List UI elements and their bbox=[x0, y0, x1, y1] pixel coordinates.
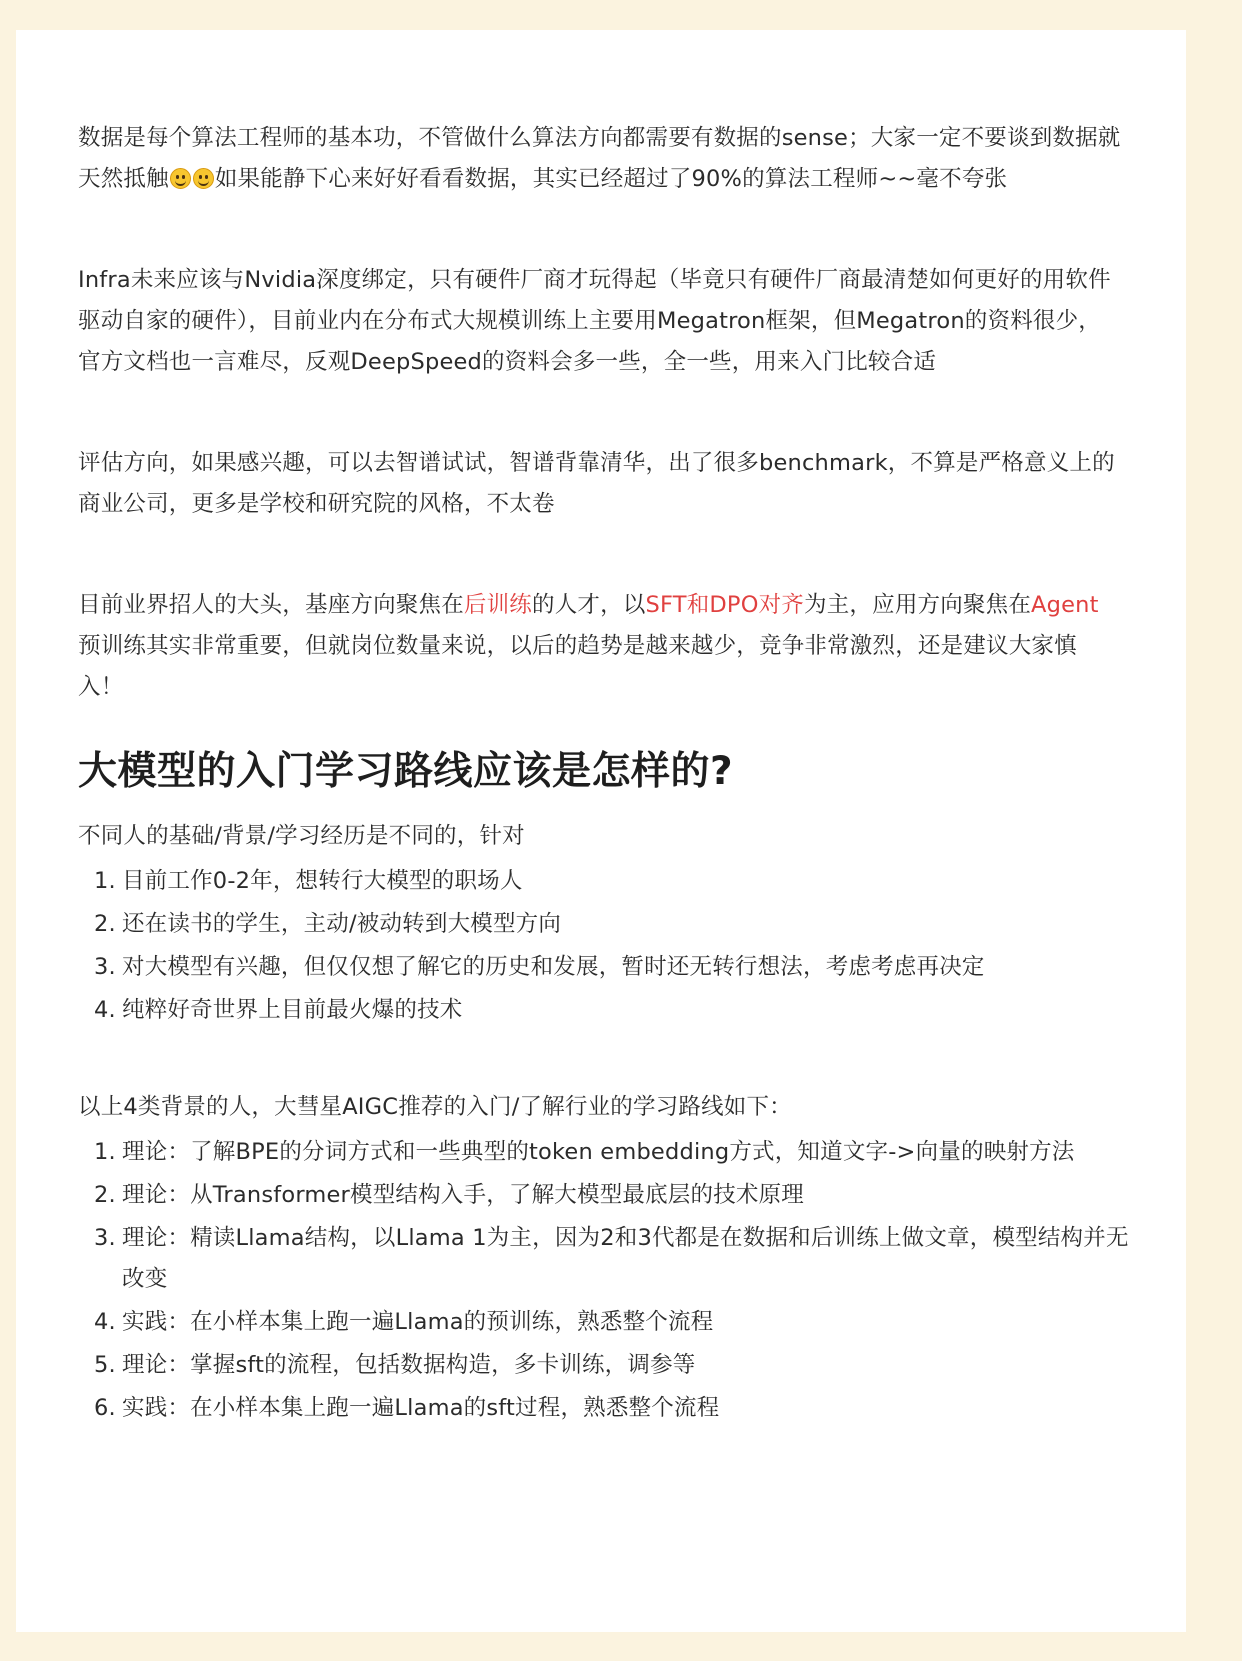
list-number: 3. bbox=[94, 1225, 116, 1251]
list-item-text: 理论：掌握sft的流程，包括数据构造，多卡训练，调参等 bbox=[122, 1352, 696, 1378]
list-item bbox=[78, 1302, 1158, 1343]
para4-seg1: 目前业界招人的大头，基座方向聚焦在 bbox=[78, 592, 464, 618]
list-item-text: 对大模型有兴趣，但仅仅想了解它的历史和发展，暂时还无转行想法，考虑考虑再决定 bbox=[122, 954, 985, 980]
list-item bbox=[78, 861, 1158, 902]
list-number: 4. bbox=[94, 997, 116, 1023]
para2-line3: 官方文档也一言难尽，反观DeepSpeed的资料会多一些，全一些，用来入门比较合适 bbox=[78, 349, 937, 375]
article-card bbox=[16, 30, 1186, 1632]
highlight-sft-dpo: SFT和DPO对齐 bbox=[645, 592, 805, 618]
para4-line2: 预训练其实非常重要，但就岗位数量来说，以后的趋势是越来越少，竞争非常激烈，还是建议大家慎 bbox=[78, 633, 1077, 659]
grinning-face-emoji-icon bbox=[170, 168, 191, 189]
para2-line2: 驱动自家的硬件），目前业内在分布式大规模训练上主要用Megatron框架，但Megatron的资料很少， bbox=[78, 308, 1102, 334]
paragraph-infra bbox=[78, 260, 1158, 383]
para3-line2: 商业公司，更多是学校和研究院的风格，不太卷 bbox=[78, 491, 555, 517]
list-item-text: 实践：在小样本集上跑一遍Llama的预训练，熟悉整个流程 bbox=[122, 1309, 714, 1335]
list-item-text: 目前工作0-2年，想转行大模型的职场人 bbox=[122, 868, 523, 894]
list-item bbox=[78, 1345, 1158, 1386]
article-body bbox=[78, 118, 1158, 1429]
para1-line1: 数据是每个算法工程师的基本功，不管做什么算法方向都需要有数据的sense；大家一定不要谈到数据就 bbox=[78, 125, 1121, 151]
list-number: 6. bbox=[94, 1395, 116, 1421]
para4-line3: 入！ bbox=[78, 674, 124, 700]
list-number: 2. bbox=[94, 911, 116, 937]
para4-seg2: 的人才，以 bbox=[532, 592, 646, 618]
para4-seg3: 为主，应用方向聚焦在 bbox=[804, 592, 1032, 618]
list-item-text: 理论：从Transformer模型结构入手，了解大模型最底层的技术原理 bbox=[122, 1182, 805, 1208]
grinning-face-emoji-icon bbox=[193, 168, 214, 189]
list-item-text: 纯粹好奇世界上目前最火爆的技术 bbox=[122, 997, 463, 1023]
list-number: 1. bbox=[94, 1139, 116, 1165]
para4-line1 bbox=[78, 585, 1158, 626]
list-number: 2. bbox=[94, 1182, 116, 1208]
route-list bbox=[78, 1132, 1158, 1429]
list-item-text: 实践：在小样本集上跑一遍Llama的sft过程，熟悉整个流程 bbox=[122, 1395, 720, 1421]
audience-list bbox=[78, 861, 1158, 1031]
list-item bbox=[78, 1218, 1158, 1300]
intro-text: 不同人的基础/背景/学习经历是不同的，针对 bbox=[78, 823, 525, 849]
list-item bbox=[78, 990, 1158, 1031]
route-intro-text: 以上4类背景的人，大彗星AIGC推荐的入门/了解行业的学习路线如下： bbox=[78, 1094, 792, 1120]
paragraph-hiring bbox=[78, 585, 1158, 708]
list-item bbox=[78, 1175, 1158, 1216]
para2-line1: Infra未来应该与Nvidia深度绑定，只有硬件厂商才玩得起（毕竟只有硬件厂商最清楚如何更好的用软件 bbox=[78, 267, 1111, 293]
para1-line2-post: 如果能静下心来好好看看数据，其实已经超过了90%的算法工程师~~毫不夸张 bbox=[214, 166, 1008, 192]
list-item bbox=[78, 904, 1158, 945]
list-item bbox=[78, 1388, 1158, 1429]
list-item-text: 还在读书的学生，主动/被动转到大模型方向 bbox=[122, 911, 562, 937]
list-number: 1. bbox=[94, 868, 116, 894]
list-item-text-continuation: 改变 bbox=[122, 1266, 168, 1292]
list-number: 3. bbox=[94, 954, 116, 980]
highlight-agent: Agent bbox=[1031, 592, 1099, 618]
paragraph-evaluation bbox=[78, 443, 1158, 525]
para1-line2 bbox=[78, 159, 1158, 200]
list-item bbox=[78, 947, 1158, 988]
list-item bbox=[78, 1132, 1158, 1173]
paragraph-data bbox=[78, 118, 1158, 200]
list-number: 5. bbox=[94, 1352, 116, 1378]
section-heading: 大模型的入门学习路线应该是怎样的? bbox=[78, 749, 734, 794]
para1-line2-pre: 天然抵触 bbox=[78, 166, 169, 192]
list-number: 4. bbox=[94, 1309, 116, 1335]
list-item-text: 理论：精读Llama结构，以Llama 1为主，因为2和3代都是在数据和后训练上做文章，模型结构并无 bbox=[122, 1225, 1129, 1251]
para3-line1: 评估方向，如果感兴趣，可以去智谱试试，智谱背靠清华，出了很多benchmark，不算是严格意义上的 bbox=[78, 450, 1115, 476]
highlight-post-training: 后训练 bbox=[463, 592, 533, 618]
list-item-text: 理论：了解BPE的分词方式和一些典型的token embedding方式，知道文字->向量的映射方法 bbox=[122, 1139, 1075, 1165]
